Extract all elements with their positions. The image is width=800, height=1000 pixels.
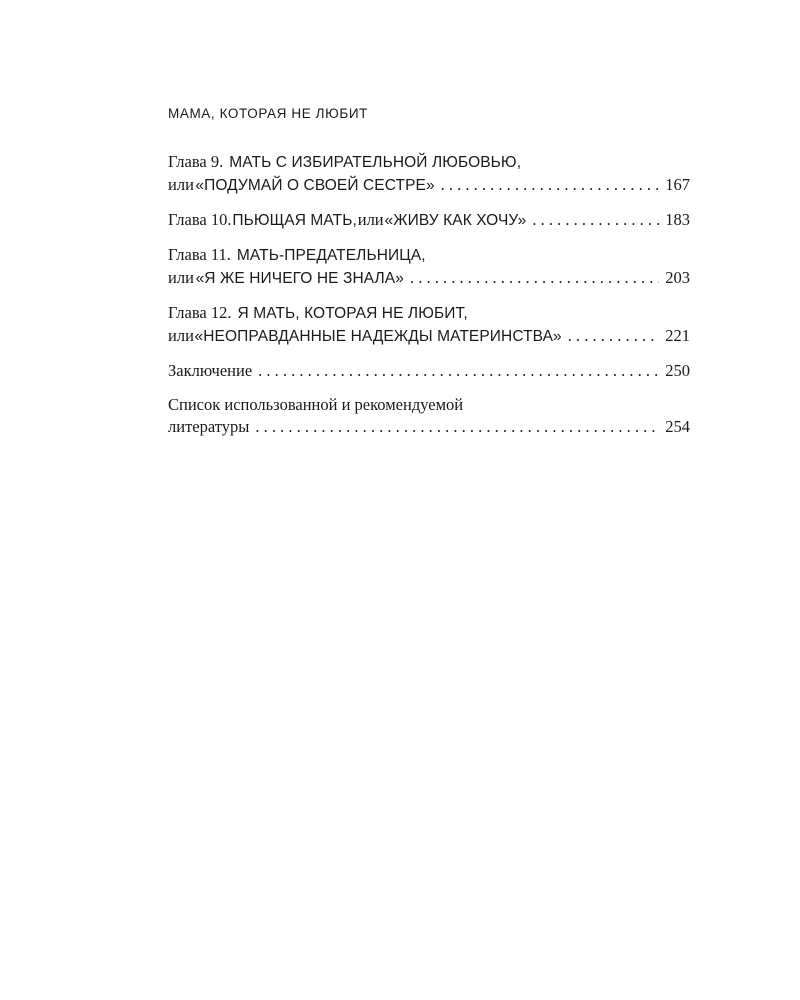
section-title-continued: литературы (168, 417, 250, 436)
dot-leader (258, 360, 659, 382)
dot-leader (410, 267, 659, 289)
chapter-prefix: или (168, 175, 194, 194)
page-number: 250 (665, 361, 690, 380)
dot-leader (255, 416, 659, 438)
table-of-contents (168, 151, 690, 450)
chapter-prefix: или (168, 326, 194, 345)
chapter-label: Глава 12. (168, 303, 232, 322)
chapter-subtitle: «ПОДУМАЙ О СВОЕЙ СЕСТРЕ» (195, 177, 435, 194)
toc-entry-chapter-12[interactable] (168, 302, 690, 348)
toc-line (168, 151, 690, 174)
toc-entry-bibliography[interactable] (168, 394, 690, 438)
section-title: Заключение (168, 361, 253, 380)
page-number: 167 (665, 175, 690, 194)
toc-entry-conclusion[interactable] (168, 360, 690, 382)
toc-entry-chapter-9[interactable] (168, 151, 690, 197)
toc-line (168, 174, 690, 197)
toc-line (168, 394, 690, 416)
chapter-title: ПЬЮЩАЯ МАТЬ, (232, 212, 357, 229)
toc-entry-chapter-10[interactable] (168, 209, 690, 232)
dot-leader (568, 325, 659, 347)
toc-line (168, 302, 690, 325)
toc-entry-chapter-11[interactable] (168, 244, 690, 290)
toc-line (168, 209, 690, 232)
toc-line (168, 325, 690, 348)
chapter-label: Глава 9. (168, 152, 224, 171)
toc-line (168, 416, 690, 438)
chapter-subtitle: «НЕОПРАВДАННЫЕ НАДЕЖДЫ МАТЕРИНСТВА» (194, 328, 562, 345)
running-head: МАМА, КОТОРАЯ НЕ ЛЮБИТ (168, 106, 368, 121)
chapter-subtitle: «Я ЖЕ НИЧЕГО НЕ ЗНАЛА» (195, 270, 404, 287)
page-number: 183 (665, 210, 690, 229)
toc-line (168, 244, 690, 267)
page-number: 221 (665, 326, 690, 345)
chapter-title: Я МАТЬ, КОТОРАЯ НЕ ЛЮБИТ, (237, 305, 468, 322)
chapter-title: МАТЬ С ИЗБИРАТЕЛЬНОЙ ЛЮБОВЬЮ, (229, 154, 522, 171)
toc-line (168, 360, 690, 382)
chapter-prefix: или (168, 268, 194, 287)
page-number: 203 (665, 268, 690, 287)
dot-leader (441, 174, 660, 196)
page-number: 254 (665, 417, 690, 436)
chapter-title: МАТЬ-ПРЕДАТЕЛЬНИЦА, (236, 247, 426, 264)
chapter-label: Глава 10. (168, 210, 232, 229)
chapter-prefix: или (357, 210, 384, 229)
toc-line (168, 267, 690, 290)
chapter-label: Глава 11. (168, 245, 231, 264)
dot-leader (532, 209, 659, 231)
chapter-subtitle: «ЖИВУ КАК ХОЧУ» (384, 212, 527, 229)
section-title: Список использованной и рекомендуемой (168, 395, 464, 414)
